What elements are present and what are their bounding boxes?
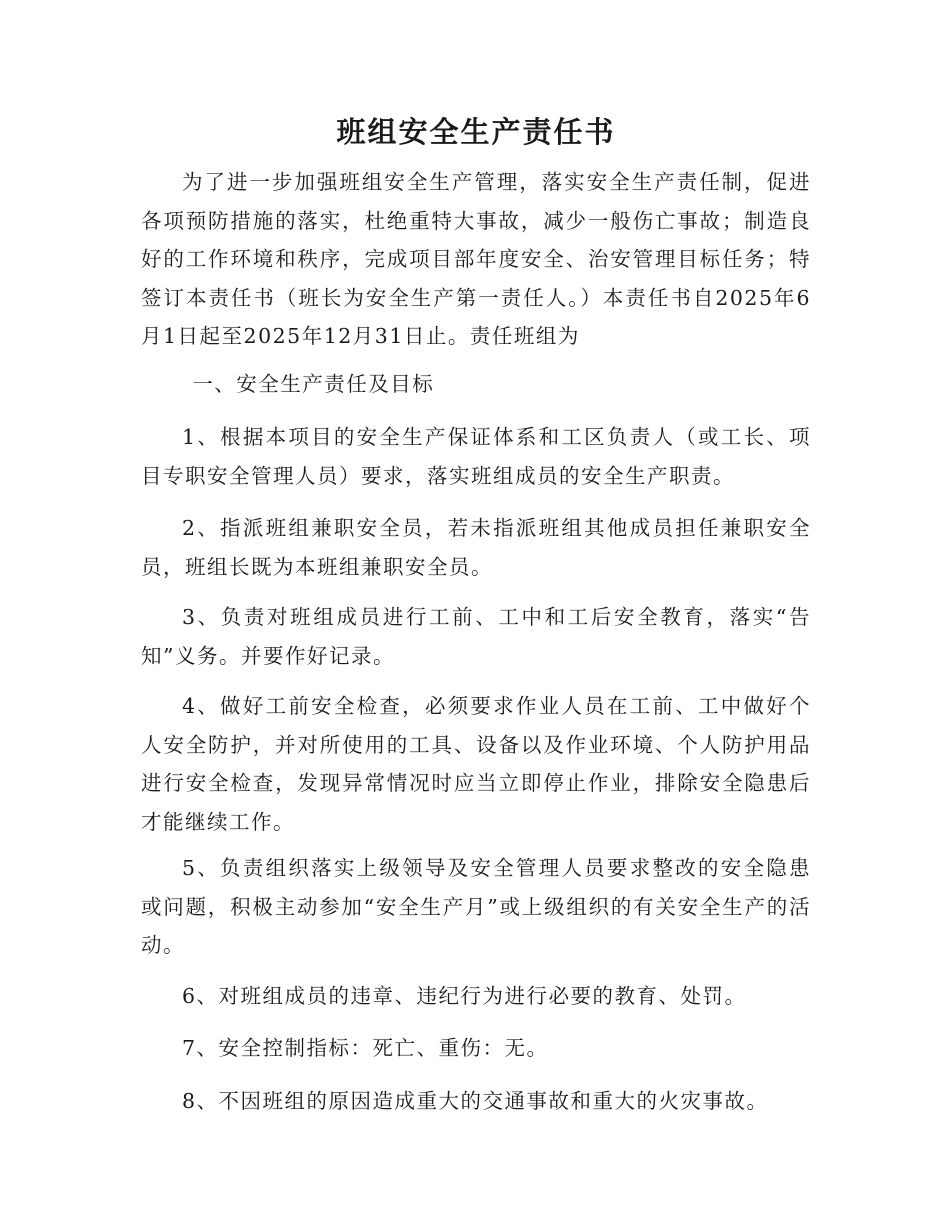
section-heading: 一、安全生产责任及目标 [192, 372, 435, 396]
clause-4: 4、做好工前安全检查，必须要求作业人员在工前、工中做好个人安全防护，并对所使用的工具、设备以及作业环境、个人防护用品进行安全检查，发现异常情况时应当立即停止作业，排除安全隐患后才能继续工作。 [141, 694, 811, 834]
clause-8: 8、不因班组的原因造成重大的交通事故和重大的火灾事故。 [182, 1089, 769, 1113]
clause-2: 2、指派班组兼职安全员，若未指派班组其他成员担任兼职安全员，班组长既为本班组兼职安全员。 [141, 516, 811, 579]
clause-7: 7、安全控制指标：死亡、重伤：无。 [182, 1036, 549, 1060]
clause-1: 1、根据本项目的安全生产保证体系和工区负责人（或工长、项目专职安全管理人员）要求，落实班组成员的安全生产职责。 [141, 425, 811, 488]
document-title: 班组安全生产责任书 [336, 115, 616, 149]
intro-paragraph: 为了进一步加强班组安全生产管理，落实安全生产责任制，促进各项预防措施的落实，杜绝重特大事故，减少一般伤亡事故；制造良好的工作环境和秩序，完成项目部年度安全、治安管理目标任务；特签订本责任书（班长为安全生产第一责任人。）本责任书自2025年6月1日起至2025年12月31日止。责任班组为 [141, 170, 811, 348]
clause-3: 3、负责对班组成员进行工前、工中和工后安全教育，落实“告知”义务。并要作好记录。 [141, 605, 811, 668]
clause-5: 5、负责组织落实上级领导及安全管理人员要求整改的安全隐患或问题，积极主动参加“安全生产月”或上级组织的有关安全生产的活动。 [141, 856, 811, 957]
clause-6: 6、对班组成员的违章、违纪行为进行必要的教育、处罚。 [182, 984, 747, 1008]
